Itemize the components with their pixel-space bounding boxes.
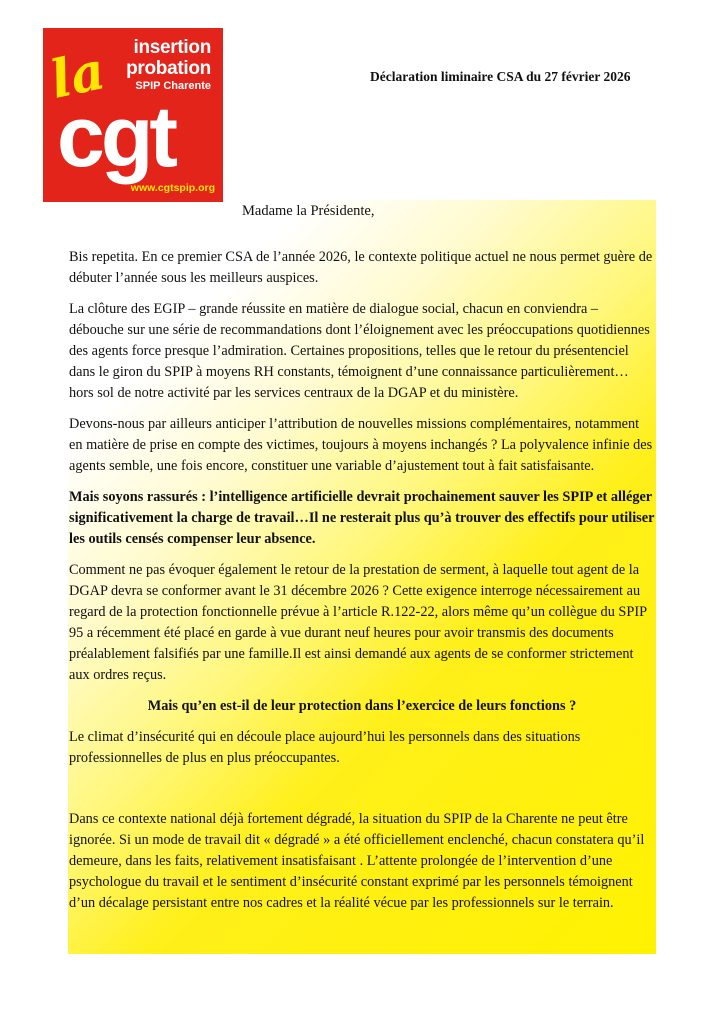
- logo-script-la: la: [45, 40, 111, 111]
- logo-line-insertion: insertion: [133, 37, 211, 58]
- document-title: Déclaration liminaire CSA du 27 février 2026: [370, 69, 631, 84]
- logo-line-probation: probation: [126, 58, 211, 79]
- logo-brand-cgt: cgt: [57, 89, 174, 185]
- paragraph-protection-question: Mais qu’en est-il de leur protection dans l’exercice de leurs fonctions ?: [147, 698, 577, 714]
- paragraph-missions: Devons-nous par ailleurs anticiper l’attribution de nouvelles missions complémentaires, notamment en matière de prise en compte des victimes, toujours à moyens inchangés ? La polyvalence infinie des agents semble, une fois encore, constituer une variable d’ajustement tout à fait satisfaisante.: [69, 416, 653, 474]
- paragraph-serment: Comment ne pas évoquer également le retour de la prestation de serment, à laquelle tout agent de la DGAP devra se conformer avant le 31 décembre 2026 ? Cette exigence interroge nécessairement au regard de la protection fonctionnelle prévue à l’article R.122-22, alors même qu’un collègue du SPIP 95 a récemment été placé en garde à vue durant neuf heures pour avoir transmis des documents préalablement falsifiés par une famille.Il est ainsi demandé aux agents de se conformer strictement aux ordres reçus.: [69, 562, 647, 683]
- paragraph-charente: Dans ce contexte national déjà fortement dégradé, la situation du SPIP de la Charente ne peut être ignorée. Si un mode de travail dit « dégradé » a été officiellement enclenché, chacun constatera qu’il demeure, dans les faits, relativement insatisfaisant . L’attente prolongée de l’intervention d’une psychologue du travail et le sentiment d’insécurité constant exprimé par les personnels témoignent d’un décalage persistant entre nos cadres et la réalité vécue par les professionnels sur le terrain.: [69, 811, 645, 911]
- cgt-logo: [43, 28, 223, 202]
- declaration-body: [69, 247, 655, 924]
- paragraph-insecurite: Le climat d’insécurité qui en découle place aujourd’hui les personnels dans des situations professionnelles de plus en plus préoccupantes.: [69, 729, 581, 766]
- paragraph-egip: La clôture des EGIP – grande réussite en matière de dialogue social, chacun en conviendra – débouche sur une série de recommandations dont l’éloignement avec les préoccupations quotidiennes des agents force presque l’admiration. Certaines propositions, telles que le retour du présentenciel dans le giron du SPIP à moyens RH constants, témoignent d’une connaissance particulièrement… hors sol de notre activité par les services centraux de la DGAP et du ministère.: [69, 301, 650, 401]
- paragraph-intro: Bis repetita. En ce premier CSA de l’année 2026, le contexte politique actuel ne nous permet guère de débuter l’année sous les meilleurs auspices.: [69, 249, 653, 286]
- paragraph-ia-bold: Mais soyons rassurés : l’intelligence artificielle devrait prochainement sauver les SPIP et alléger significativement la charge de travail…Il ne resterait plus qu’à trouver des effectifs pour utiliser les outils censés compenser leur absence.: [69, 489, 655, 547]
- logo-line-spip-charente: SPIP Charente: [135, 80, 211, 92]
- logo-url: www.cgtspip.org: [130, 182, 215, 194]
- salutation: Madame la Présidente,: [242, 203, 375, 219]
